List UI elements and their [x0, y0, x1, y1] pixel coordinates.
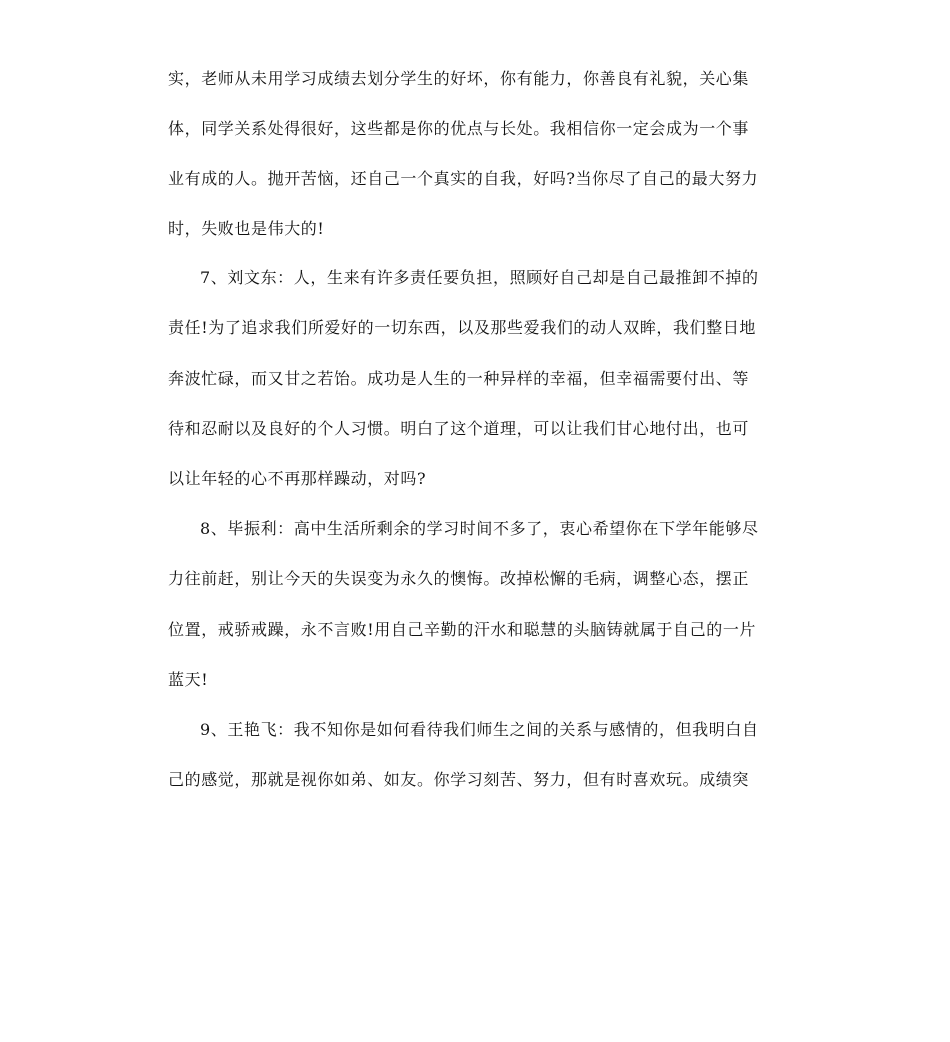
- text-line: 力往前赶，别让今天的失误变为永久的懊悔。改掉松懈的毛病，调整心态，摆正: [168, 569, 750, 588]
- text-line: 蓝天!: [168, 670, 209, 689]
- text-line: 实，老师从未用学习成绩去划分学生的好坏，你有能力，你善良有礼貌，关心集: [168, 69, 750, 88]
- text-line: 己的感觉，那就是视你如弟、如友。你学习刻苦、努力，但有时喜欢玩。成绩突: [168, 770, 750, 789]
- paragraph-8-start: 8、毕振利：高中生活所剩余的学习时间不多了，衷心希望你在下学年能够尽: [200, 519, 759, 538]
- text-line: 位置，戒骄戒躁，永不言败!用自己辛勤的汗水和聪慧的头脑铸就属于自己的一片: [168, 620, 757, 639]
- text-line: 体，同学关系处得很好，这些都是你的优点与长处。我相信你一定会成为一个事: [168, 119, 750, 138]
- text-line: 业有成的人。抛开苦恼，还自己一个真实的自我，好吗?当你尽了自己的最大努力: [168, 169, 759, 188]
- text-line: 以让年轻的心不再那样躁动，对吗?: [168, 469, 427, 488]
- text-line: 责任!为了追求我们所爱好的一切东西，以及那些爱我们的动人双眸，我们整日地: [168, 318, 757, 337]
- text-line: 奔波忙碌，而又甘之若饴。成功是人生的一种异样的幸福，但幸福需要付出、等: [168, 369, 750, 388]
- text-line: 待和忍耐以及良好的个人习惯。明白了这个道理，可以让我们甘心地付出，也可: [168, 419, 750, 438]
- paragraph-9-start: 9、王艳飞：我不知你是如何看待我们师生之间的关系与感情的，但我明白自: [200, 720, 759, 739]
- paragraph-7-start: 7、刘文东：人，生来有许多责任要负担，照顾好自己却是自己最推卸不掉的: [200, 268, 759, 287]
- text-line: 时，失败也是伟大的!: [168, 219, 325, 238]
